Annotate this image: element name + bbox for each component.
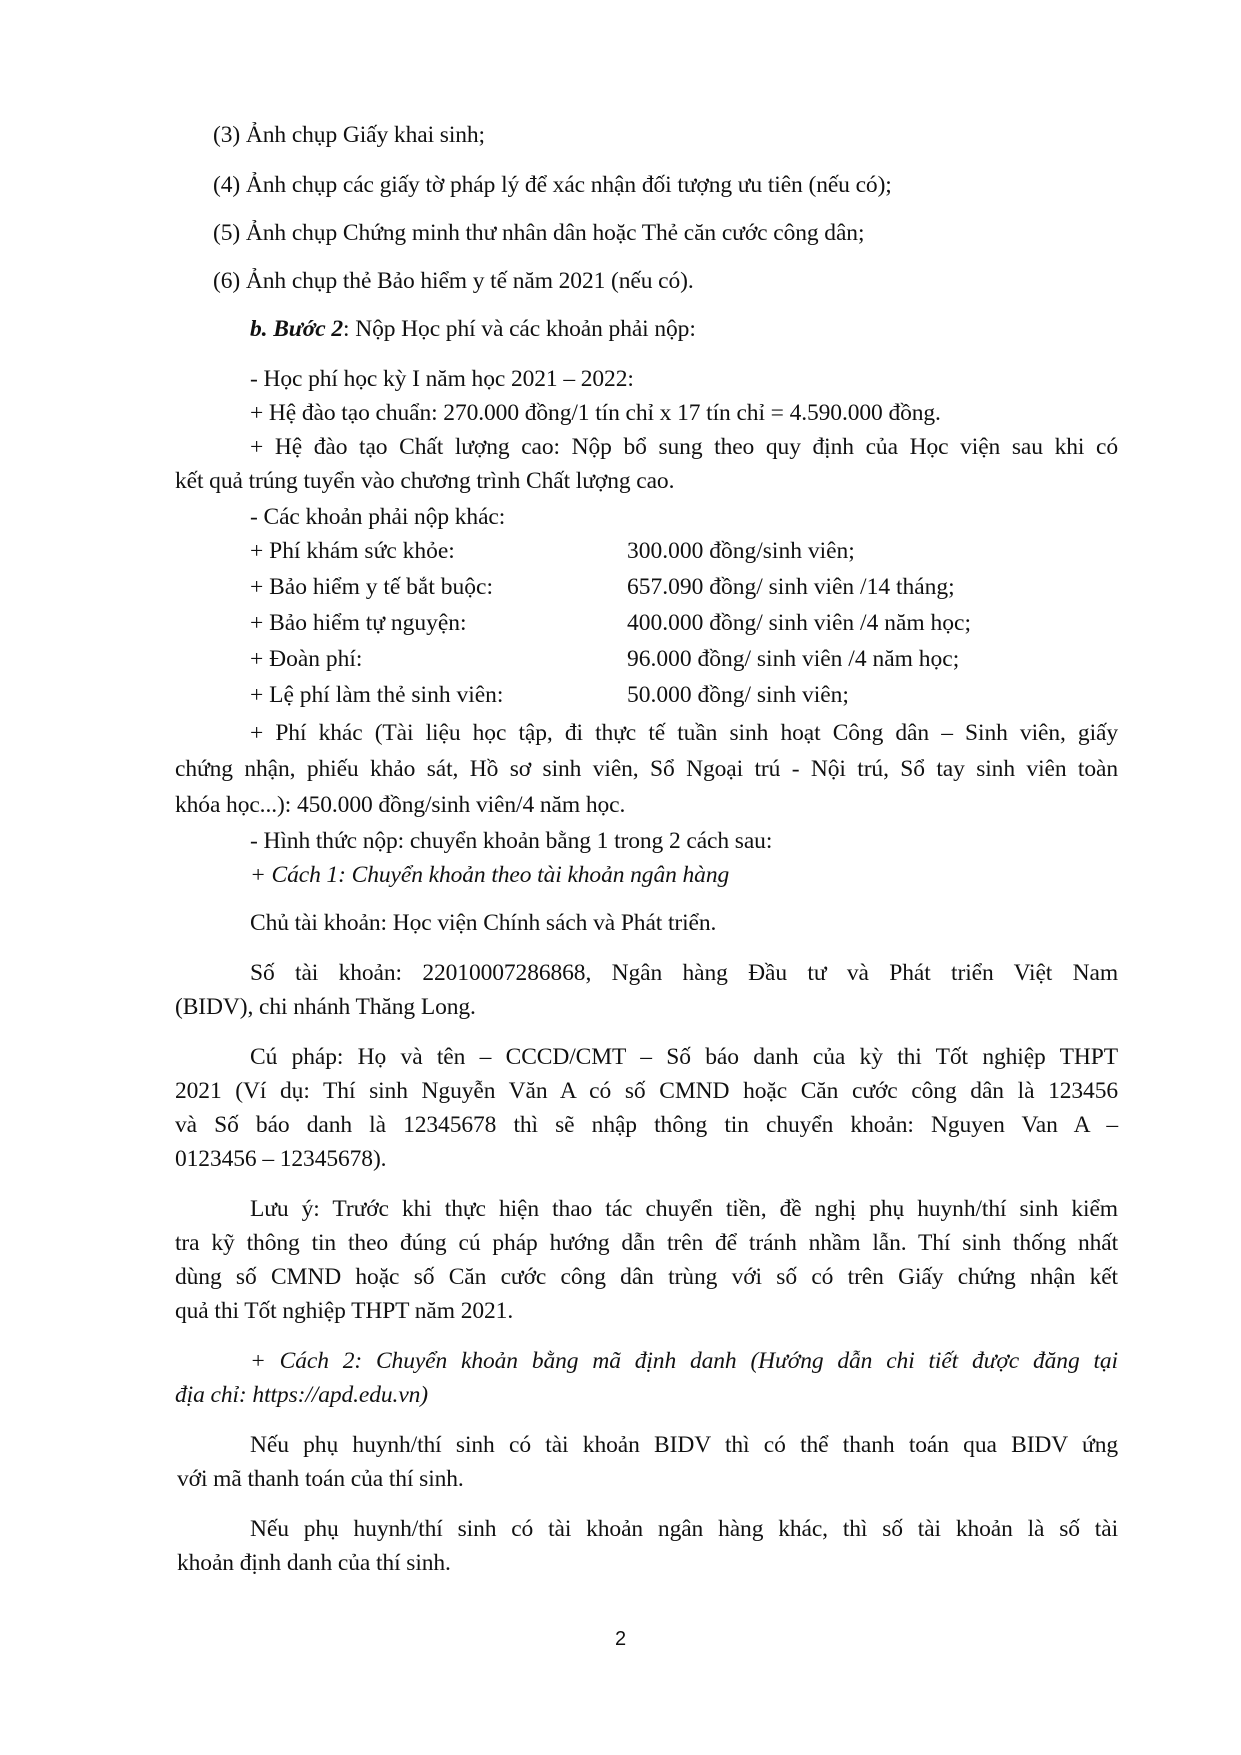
note-line3: dùng số CMND hoặc số Căn cước công dân trùng với số có trên Giấy chứng nhận kết <box>175 1264 1118 1290</box>
tuition-hq-line1: + Hệ đào tạo Chất lượng cao: Nộp bổ sung theo quy định của Học viện sau khi có <box>250 434 1118 460</box>
list-item-5: (5) Ảnh chụp Chứng minh thư nhân dân hoặc Thẻ căn cước công dân; <box>213 220 865 246</box>
step2-heading <box>250 314 696 344</box>
note-line4: quả thi Tốt nghiệp THPT năm 2021. <box>175 1298 514 1324</box>
other-fees-heading: - Các khoản phải nộp khác: <box>250 504 506 530</box>
note-line2: tra kỹ thông tin theo đúng cú pháp hướng dẫn trên để tránh nhầm lẫn. Thí sinh thống nhất <box>175 1230 1118 1256</box>
other-bank-line1: Nếu phụ huynh/thí sinh có tài khoản ngân hàng khác, thì số tài khoản là số tài <box>250 1516 1118 1542</box>
misc-fee-line3: khóa học...): 450.000 đồng/sinh viên/4 năm học. <box>175 792 626 818</box>
step2-label: b. Bước 2 <box>250 316 344 342</box>
account-holder: Chủ tài khoản: Học viện Chính sách và Phát triển. <box>250 910 717 936</box>
syntax-line4: 0123456 – 12345678). <box>175 1146 387 1172</box>
tuition-hq-line2: kết quả trúng tuyển vào chương trình Chất lượng cao. <box>175 468 675 494</box>
other-bank-line2: khoản định danh của thí sinh. <box>177 1550 451 1576</box>
fee-label-health-check: + Phí khám sức khỏe: <box>250 538 455 564</box>
list-item-6: (6) Ảnh chụp thẻ Bảo hiểm y tế năm 2021 (nếu có). <box>213 268 694 294</box>
bidv-line1: Nếu phụ huynh/thí sinh có tài khoản BIDV thì có thể thanh toán qua BIDV ứng <box>250 1432 1118 1458</box>
syntax-line2: 2021 (Ví dụ: Thí sinh Nguyễn Văn A có số CMND hoặc Căn cước công dân là 123456 <box>175 1078 1118 1104</box>
tuition-standard: + Hệ đào tạo chuẩn: 270.000 đồng/1 tín chỉ x 17 tín chỉ = 4.590.000 đồng. <box>250 400 941 426</box>
method2-line1: + Cách 2: Chuyển khoản bằng mã định danh (Hướng dẫn chi tiết được đăng tại <box>250 1348 1118 1374</box>
fee-value-student-card: 50.000 đồng/ sinh viên; <box>627 682 849 708</box>
fee-label-voluntary-insurance: + Bảo hiểm tự nguyện: <box>250 610 467 636</box>
tuition-heading: - Học phí học kỳ I năm học 2021 – 2022: <box>250 366 634 392</box>
list-item-3: (3) Ảnh chụp Giấy khai sinh; <box>213 122 485 148</box>
note-line1: Lưu ý: Trước khi thực hiện thao tác chuyển tiền, đề nghị phụ huynh/thí sinh kiểm <box>250 1196 1118 1222</box>
fee-value-voluntary-insurance: 400.000 đồng/ sinh viên /4 năm học; <box>627 610 971 636</box>
syntax-line3: và Số báo danh là 12345678 thì sẽ nhập thông tin chuyển khoản: Nguyen Van A – <box>175 1112 1118 1138</box>
payment-method1-title: + Cách 1: Chuyển khoản theo tài khoản ngân hàng <box>250 862 730 888</box>
fee-value-mandatory-insurance: 657.090 đồng/ sinh viên /14 tháng; <box>627 574 955 600</box>
misc-fee-line2: chứng nhận, phiếu khảo sát, Hồ sơ sinh viên, Sổ Ngoại trú - Nội trú, Sổ tay sinh viên toàn <box>175 756 1118 782</box>
account-number-line1: Số tài khoản: 22010007286868, Ngân hàng Đầu tư và Phát triển Việt Nam <box>250 960 1118 986</box>
syntax-line1: Cú pháp: Họ và tên – CCCD/CMT – Số báo danh của kỳ thi Tốt nghiệp THPT <box>250 1044 1118 1070</box>
list-item-4: (4) Ảnh chụp các giấy tờ pháp lý để xác nhận đối tượng ưu tiên (nếu có); <box>213 172 892 198</box>
step2-text: : Nộp Học phí và các khoản phải nộp: <box>343 316 696 342</box>
page-number: 2 <box>614 1628 627 1650</box>
account-number-line2: (BIDV), chi nhánh Thăng Long. <box>175 994 476 1020</box>
fee-label-student-card: + Lệ phí làm thẻ sinh viên: <box>250 682 504 708</box>
fee-label-union-fee: + Đoàn phí: <box>250 646 363 672</box>
payment-heading: - Hình thức nộp: chuyển khoản bằng 1 trong 2 cách sau: <box>250 828 773 854</box>
method2-line2: địa chỉ: https://apd.edu.vn) <box>175 1382 429 1408</box>
misc-fee-line1: + Phí khác (Tài liệu học tập, đi thực tế tuần sinh hoạt Công dân – Sinh viên, giấy <box>250 720 1118 746</box>
bidv-line2: với mã thanh toán của thí sinh. <box>177 1466 464 1492</box>
fee-value-health-check: 300.000 đồng/sinh viên; <box>627 538 855 564</box>
fee-label-mandatory-insurance: + Bảo hiểm y tế bắt buộc: <box>250 574 493 600</box>
fee-value-union-fee: 96.000 đồng/ sinh viên /4 năm học; <box>627 646 960 672</box>
